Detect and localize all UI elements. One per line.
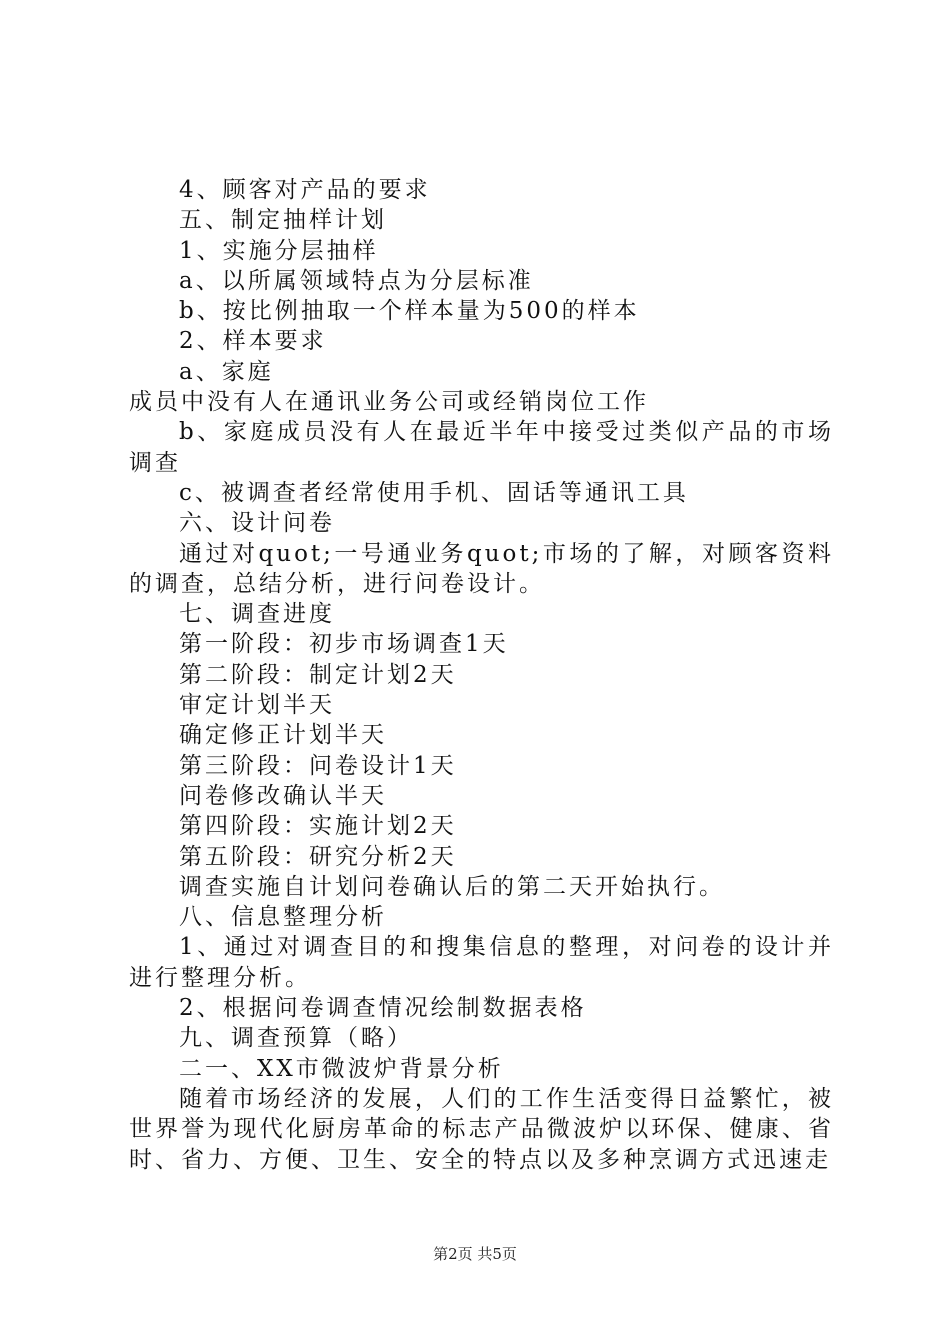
section-heading: 八、信息整理分析 [179, 904, 387, 931]
list-item: a、家庭 [179, 358, 274, 385]
paragraph: 1、通过对调查目的和搜集信息的整理，对问卷的设计并进行整理分析。 [129, 934, 834, 991]
section-heading: 五、制定抽样计划 [179, 207, 387, 234]
section-heading: 二一、XX市微波炉背景分析 [179, 1055, 504, 1082]
schedule-item: 第五阶段：研究分析2天 [179, 843, 457, 870]
schedule-item: 第四阶段：实施计划2天 [179, 813, 457, 840]
paragraph: 通过对quot;一号通业务quot;市场的了解，对顾客资料的调查，总结分析，进行问卷设计。 [129, 540, 834, 597]
schedule-item: 确定修正计划半天 [179, 722, 387, 749]
schedule-item: 审定计划半天 [179, 692, 335, 719]
section-heading: 六、设计问卷 [179, 510, 335, 537]
section-heading: 七、调查进度 [179, 601, 335, 628]
list-item: 2、样本要求 [179, 328, 327, 355]
section-heading: 九、调查预算（略） [179, 1025, 413, 1052]
list-item: c、被调查者经常使用手机、固话等通讯工具 [179, 479, 689, 506]
schedule-item: 第三阶段：问卷设计1天 [179, 752, 457, 779]
schedule-item: 问卷修改确认半天 [179, 782, 387, 809]
paragraph: b、家庭成员没有人在最近半年中接受过类似产品的市场调查 [129, 419, 834, 476]
list-item: a、以所属领域特点为分层标准 [179, 267, 534, 294]
list-item: 4、顾客对产品的要求 [179, 177, 431, 203]
list-item: b、按比例抽取一个样本量为500的样本 [179, 298, 640, 325]
page-footer: 第2页 共5页 [433, 1245, 517, 1263]
paragraph-line: 调查实施自计划问卷确认后的第二天开始执行。 [179, 873, 725, 900]
document-body [129, 175, 834, 1175]
list-item: 2、根据问卷调查情况绘制数据表格 [179, 995, 587, 1022]
list-item: 1、实施分层抽样 [179, 237, 379, 264]
paragraph-line: 成员中没有人在通讯业务公司或经销岗位工作 [129, 389, 649, 416]
paragraph: 随着市场经济的发展，人们的工作生活变得日益繁忙，被世界誉为现代化厨房革命的标志产品微波炉以环保、健康、省时、省力、方便、卫生、安全的特点以及多种烹调方式迅速走 [129, 1085, 834, 1173]
schedule-item: 第一阶段：初步市场调查1天 [179, 631, 509, 658]
schedule-item: 第二阶段：制定计划2天 [179, 661, 457, 688]
